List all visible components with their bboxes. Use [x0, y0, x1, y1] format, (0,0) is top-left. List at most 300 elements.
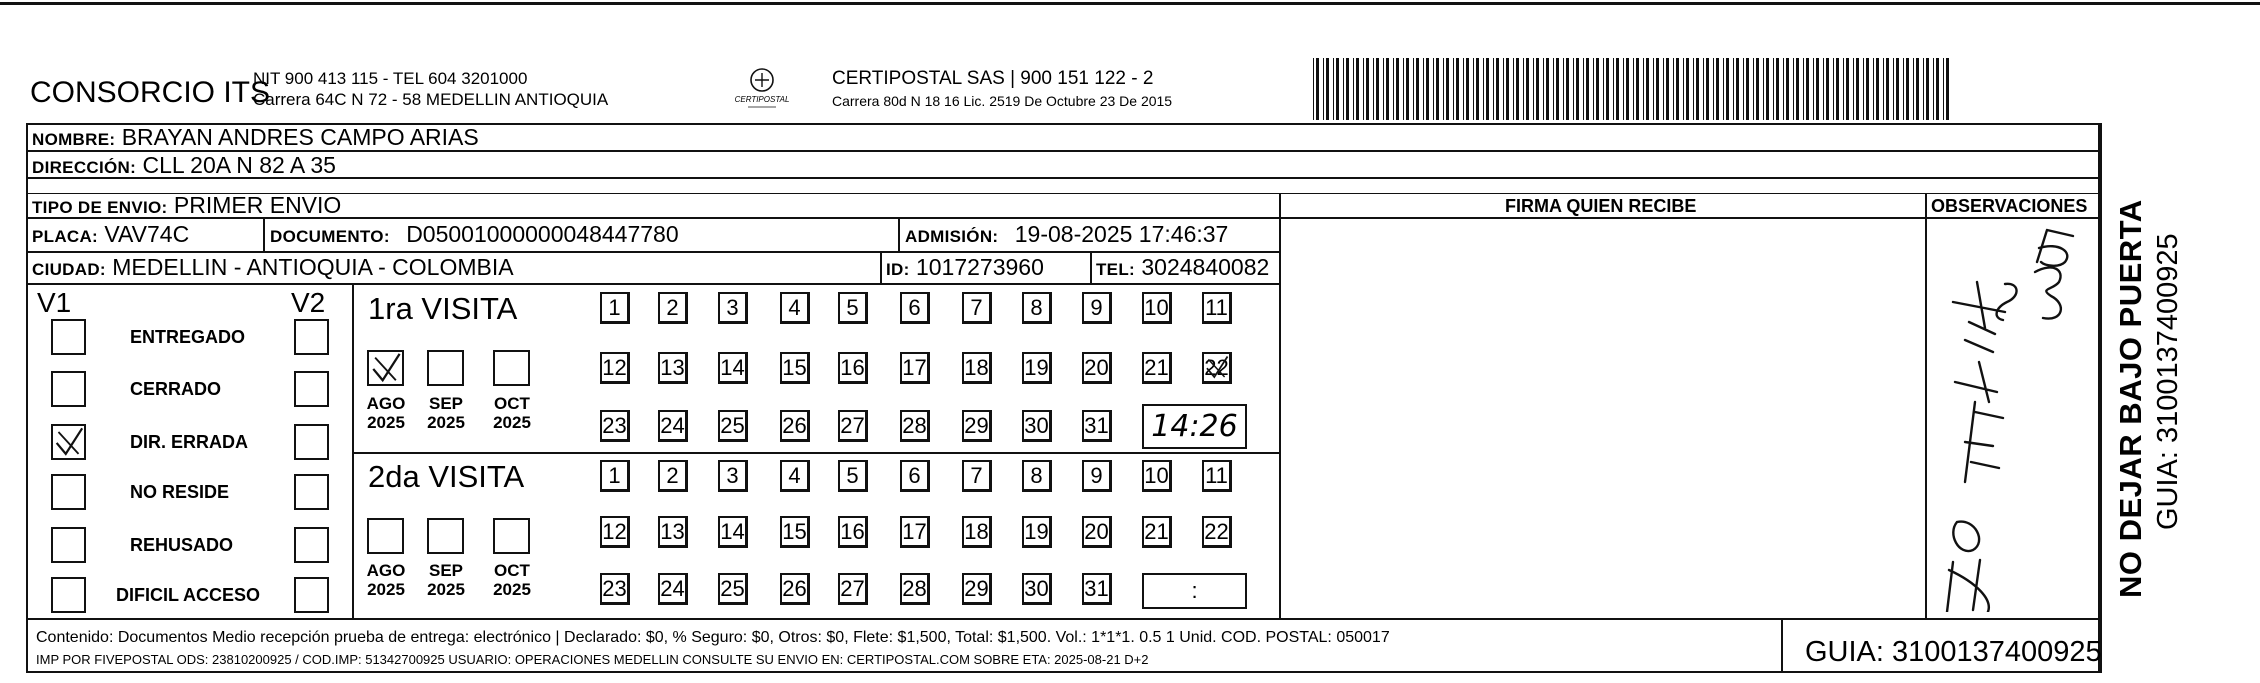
month-checkbox[interactable] — [367, 350, 404, 386]
day-number: 8 — [1030, 295, 1043, 320]
barcode-bar — [1446, 58, 1449, 120]
day-number: 31 — [1084, 413, 1109, 438]
barcode-bar — [1393, 58, 1394, 120]
barcode-bar — [1803, 58, 1804, 120]
day-box[interactable] — [718, 460, 748, 492]
barcode-bar — [1656, 58, 1659, 120]
day-number: 25 — [720, 576, 745, 601]
v2-checkbox[interactable] — [294, 474, 329, 510]
rule — [26, 283, 1279, 285]
day-box[interactable] — [718, 410, 748, 442]
barcode-bar — [1406, 58, 1409, 120]
month-label — [421, 394, 471, 432]
barcode-bar — [1796, 58, 1799, 120]
month-checkbox[interactable] — [427, 518, 464, 554]
v1-checkbox[interactable] — [51, 319, 86, 355]
barcode-bar — [1586, 58, 1589, 120]
day-box[interactable] — [838, 410, 868, 442]
barcode-bar — [1816, 58, 1819, 120]
visit2-time-box[interactable]: : — [1142, 573, 1247, 609]
barcode-bar — [1533, 58, 1534, 120]
day-box[interactable] — [962, 573, 992, 605]
barcode-bar — [1513, 58, 1514, 120]
day-number: 28 — [902, 576, 927, 601]
day-box[interactable] — [1142, 352, 1172, 384]
handwriting-no-existe — [1947, 282, 2017, 612]
day-box[interactable] — [1022, 352, 1052, 384]
barcode-bar — [1883, 58, 1884, 120]
day-number: 10 — [1144, 463, 1169, 488]
barcode-bar — [1823, 58, 1824, 120]
barcode-bar — [1596, 58, 1599, 120]
barcode-bar — [1496, 58, 1499, 120]
day-number: 29 — [964, 413, 989, 438]
day-box[interactable] — [1142, 292, 1172, 324]
placa-value: VAV74C — [104, 221, 190, 247]
barcode-bar — [1696, 58, 1699, 120]
carrier-line: CERTIPOSTAL SAS | 900 151 122 - 2 — [832, 68, 1154, 89]
barcode-bar — [1403, 58, 1404, 120]
month-label — [487, 394, 537, 432]
day-number: 19 — [1024, 355, 1049, 380]
month-year: 2025 — [427, 413, 465, 432]
side-warning: NO DEJAR BAJO PUERTA — [2113, 199, 2148, 598]
month-label — [421, 561, 471, 599]
day-box[interactable] — [600, 516, 630, 548]
barcode-bar — [1786, 58, 1789, 120]
barcode-bar — [1643, 58, 1644, 120]
day-number: 5 — [846, 295, 859, 320]
v1-checkbox[interactable] — [51, 577, 86, 613]
day-box[interactable] — [900, 410, 930, 442]
day-box[interactable] — [658, 410, 688, 442]
barcode-bar — [1856, 58, 1859, 120]
day-box[interactable] — [1082, 410, 1112, 442]
day-box[interactable] — [718, 352, 748, 384]
rule — [880, 251, 882, 283]
placa-label: PLACA: — [32, 227, 99, 246]
day-box[interactable] — [962, 292, 992, 324]
rule — [26, 177, 2100, 179]
barcode-bar — [1576, 58, 1579, 120]
day-box[interactable] — [1022, 516, 1052, 548]
day-number: 27 — [840, 413, 865, 438]
day-box[interactable] — [962, 410, 992, 442]
side-guia: GUIA: 3100137400925 — [2152, 233, 2184, 530]
barcode-bar — [1503, 58, 1504, 120]
rule — [352, 283, 354, 618]
barcode-bar — [1843, 58, 1844, 120]
status-label: REHUSADO — [130, 535, 234, 555]
day-number: 30 — [1024, 413, 1049, 438]
barcode-bar — [1773, 58, 1774, 120]
day-number: 23 — [602, 413, 627, 438]
barcode-bar — [1333, 58, 1334, 120]
barcode-bar — [1493, 58, 1494, 120]
day-number: 21 — [1144, 355, 1169, 380]
barcode-bar — [1316, 58, 1319, 120]
month-year: 2025 — [367, 580, 405, 599]
day-number: 11 — [1205, 295, 1228, 320]
barcode-bar — [1826, 58, 1829, 120]
month-name: AGO — [366, 561, 406, 580]
barcode-bar — [1543, 58, 1544, 120]
day-number: 6 — [908, 463, 921, 488]
month-checkbox[interactable] — [493, 350, 530, 386]
day-number: 5 — [846, 463, 859, 488]
day-number: 19 — [1024, 519, 1049, 544]
month-label — [361, 394, 411, 432]
day-box[interactable] — [1142, 516, 1172, 548]
day-box[interactable] — [838, 460, 868, 492]
day-number: 16 — [840, 519, 865, 544]
barcode-bar — [1756, 58, 1759, 120]
rule — [1279, 193, 1281, 618]
day-number: 17 — [902, 519, 927, 544]
handwriting-35 — [2035, 230, 2073, 319]
carrier-info — [832, 68, 1172, 112]
barcode-bar — [1946, 58, 1949, 120]
barcode-bar — [1376, 58, 1379, 120]
day-box[interactable] — [600, 460, 630, 492]
nombre-value: BRAYAN ANDRES CAMPO ARIAS — [121, 124, 479, 150]
day-box[interactable] — [838, 516, 868, 548]
day-box[interactable] — [1082, 352, 1112, 384]
barcode-bar — [1506, 58, 1509, 120]
barcode-bar — [1423, 58, 1424, 120]
day-box[interactable] — [1082, 292, 1112, 324]
day-box[interactable] — [718, 573, 748, 605]
barcode-bar — [1413, 58, 1414, 120]
barcode-bar — [1356, 58, 1359, 120]
barcode-bar — [1923, 58, 1924, 120]
barcode-bar — [1536, 58, 1539, 120]
barcode-bar — [1943, 58, 1944, 120]
day-box[interactable] — [1022, 460, 1052, 492]
barcode-bar — [1433, 58, 1434, 120]
barcode-bar — [1553, 58, 1554, 120]
month-checkbox[interactable] — [367, 518, 404, 554]
admision-row — [905, 221, 1228, 250]
barcode-bar — [1386, 58, 1389, 120]
rule — [26, 618, 2100, 620]
day-number: 6 — [908, 295, 921, 320]
day-box[interactable] — [838, 352, 868, 384]
barcode-bar — [1893, 58, 1894, 120]
day-number: 27 — [840, 576, 865, 601]
v2-checkbox[interactable] — [294, 319, 329, 355]
month-checkbox[interactable] — [427, 350, 464, 386]
rule — [1925, 193, 1927, 618]
barcode-bar — [1546, 58, 1549, 120]
id-label: ID: — [886, 260, 910, 279]
day-box[interactable] — [900, 516, 930, 548]
barcode-bar — [1523, 58, 1524, 120]
ciudad-row — [32, 254, 514, 283]
barcode-bar — [1616, 58, 1619, 120]
day-box[interactable] — [1082, 460, 1112, 492]
day-box[interactable] — [658, 352, 688, 384]
status-label: CERRADO — [130, 379, 222, 399]
nombre-row — [32, 124, 479, 153]
day-number: 30 — [1024, 576, 1049, 601]
barcode-bar — [1866, 58, 1869, 120]
barcode-bar — [1353, 58, 1354, 120]
day-number: 7 — [970, 295, 983, 320]
documento-value: D05001000000048447780 — [406, 221, 679, 247]
day-box[interactable] — [1022, 292, 1052, 324]
rule — [2100, 123, 2102, 673]
barcode-bar — [1916, 58, 1919, 120]
day-number: 20 — [1084, 519, 1109, 544]
day-box[interactable] — [600, 352, 630, 384]
barcode-bar — [1343, 58, 1344, 120]
visit1-time: 14:26 — [1151, 409, 1238, 444]
day-box[interactable] — [1142, 460, 1172, 492]
barcode-bar — [1913, 58, 1914, 120]
month-name: OCT — [494, 394, 530, 413]
barcode-bar — [1833, 58, 1834, 120]
barcode-bar — [1653, 58, 1654, 120]
day-number: 26 — [782, 413, 807, 438]
day-box[interactable] — [1022, 410, 1052, 442]
barcode-bar — [1736, 58, 1739, 120]
day-box[interactable] — [1082, 516, 1112, 548]
barcode-bar — [1673, 58, 1674, 120]
day-number: 18 — [964, 519, 989, 544]
barcode-bar — [1703, 58, 1704, 120]
day-number: 11 — [1205, 463, 1228, 488]
barcode-bar — [1563, 58, 1564, 120]
barcode-bar — [1853, 58, 1854, 120]
check-mark-icon — [369, 352, 402, 384]
status-label: ENTREGADO — [130, 327, 246, 347]
barcode-bar — [1646, 58, 1649, 120]
day-number: 26 — [782, 576, 807, 601]
month-year: 2025 — [427, 580, 465, 599]
barcode-bar — [1933, 58, 1934, 120]
firma-header: FIRMA QUIEN RECIBE — [1505, 196, 1697, 216]
v2-checkbox[interactable] — [294, 371, 329, 407]
day-number: 7 — [970, 463, 983, 488]
logo-text: CERTIPOSTAL — [734, 95, 790, 104]
day-number: 24 — [660, 413, 685, 438]
rule — [1090, 251, 1092, 283]
barcode-bar — [1473, 58, 1474, 120]
month-checkbox[interactable] — [493, 518, 530, 554]
day-number: 17 — [902, 355, 927, 380]
day-box[interactable] — [962, 460, 992, 492]
documento-row — [270, 221, 679, 250]
day-number: 29 — [964, 576, 989, 601]
day-box[interactable] — [658, 573, 688, 605]
barcode-bar — [1896, 58, 1899, 120]
month-year: 2025 — [493, 413, 531, 432]
day-box[interactable] — [780, 292, 810, 324]
visit2-title: 2da VISITA — [368, 459, 525, 494]
id-row — [886, 254, 1044, 283]
day-box[interactable] — [780, 460, 810, 492]
day-number: 31 — [1084, 576, 1109, 601]
day-number: 15 — [782, 355, 807, 380]
barcode-bar — [1713, 58, 1714, 120]
month-name: AGO — [366, 394, 406, 413]
barcode-bar — [1453, 58, 1454, 120]
direccion-value: CLL 20A N 82 A 35 — [142, 152, 336, 178]
barcode-bar — [1886, 58, 1889, 120]
check-mark-icon — [53, 426, 84, 458]
day-box[interactable] — [600, 410, 630, 442]
barcode-bar — [1726, 58, 1729, 120]
v1-checkbox[interactable] — [51, 474, 86, 510]
barcode-bar — [1876, 58, 1879, 120]
day-box[interactable] — [658, 460, 688, 492]
barcode-bar — [1626, 58, 1629, 120]
day-box[interactable] — [962, 516, 992, 548]
day-box[interactable] — [600, 292, 630, 324]
barcode-bar — [1526, 58, 1529, 120]
day-box[interactable] — [718, 516, 748, 548]
month-label — [487, 561, 537, 599]
day-number: 9 — [1090, 295, 1103, 320]
direccion-label: DIRECCIÓN: — [32, 158, 137, 177]
barcode-bar — [1723, 58, 1724, 120]
v1-header: V1 — [37, 287, 72, 318]
day-box[interactable] — [900, 460, 930, 492]
day-number: 28 — [902, 413, 927, 438]
check-mark-icon — [1204, 354, 1229, 381]
day-box[interactable] — [718, 292, 748, 324]
day-box[interactable] — [962, 352, 992, 384]
tipo-envio-label: TIPO DE ENVIO: — [32, 198, 168, 217]
barcode-bar — [1793, 58, 1794, 120]
tipo-envio-row — [32, 192, 341, 221]
barcode-bar — [1313, 58, 1314, 120]
day-box[interactable] — [780, 410, 810, 442]
day-box[interactable] — [780, 352, 810, 384]
day-box[interactable] — [658, 516, 688, 548]
v2-checkbox[interactable] — [294, 527, 329, 563]
barcode-bar — [1396, 58, 1399, 120]
tel-value: 3024840082 — [1141, 254, 1270, 280]
month-name: SEP — [428, 394, 464, 413]
barcode-bar — [1606, 58, 1609, 120]
barcode-bar — [1663, 58, 1664, 120]
footer-guia: GUIA: 3100137400925 — [1805, 636, 2102, 668]
tipo-envio-value: PRIMER ENVIO — [173, 192, 342, 218]
day-box[interactable] — [900, 352, 930, 384]
barcode-bar — [1366, 58, 1369, 120]
barcode-bar — [1873, 58, 1874, 120]
day-number: 22 — [1204, 355, 1229, 380]
day-box[interactable] — [900, 292, 930, 324]
day-number: 12 — [602, 519, 627, 544]
status-label: DIFICIL ACCESO — [116, 585, 261, 605]
day-box[interactable] — [1022, 573, 1052, 605]
month-name: SEP — [428, 561, 464, 580]
day-box[interactable] — [838, 573, 868, 605]
v1-checkbox[interactable] — [51, 424, 86, 460]
day-number: 15 — [782, 519, 807, 544]
day-number: 2 — [666, 463, 679, 488]
day-number: 10 — [1144, 295, 1169, 320]
barcode-bar — [1683, 58, 1684, 120]
day-box[interactable] — [1202, 352, 1232, 384]
status-label: DIR. ERRADA — [130, 432, 249, 452]
v2-checkbox[interactable] — [294, 424, 329, 460]
day-box[interactable] — [600, 573, 630, 605]
day-number: 14 — [720, 355, 745, 380]
barcode-bar — [1426, 58, 1429, 120]
barcode-bar — [1476, 58, 1479, 120]
visit1-title: 1ra VISITA — [368, 291, 518, 326]
barcode-bar — [1623, 58, 1624, 120]
barcode-bar — [1753, 58, 1754, 120]
barcode-bar — [1693, 58, 1694, 120]
day-box[interactable] — [1082, 573, 1112, 605]
barcode-bar — [1603, 58, 1604, 120]
day-number: 25 — [720, 413, 745, 438]
v1-checkbox[interactable] — [51, 371, 86, 407]
barcode-bar — [1813, 58, 1814, 120]
barcode-bar — [1706, 58, 1709, 120]
tel-label: TEL: — [1096, 260, 1135, 279]
address-line: Carrera 64C N 72 - 58 MEDELLIN ANTIOQUIA — [253, 90, 609, 109]
month-year: 2025 — [367, 413, 405, 432]
nit-line: NIT 900 413 115 - TEL 604 3201000 — [253, 69, 528, 88]
day-box[interactable] — [658, 292, 688, 324]
day-box[interactable] — [780, 573, 810, 605]
month-year: 2025 — [493, 580, 531, 599]
v1-checkbox[interactable] — [51, 527, 86, 563]
rule — [1781, 618, 1783, 673]
day-number: 3 — [726, 295, 739, 320]
barcode-bar — [1326, 58, 1329, 120]
barcode-bar — [1766, 58, 1769, 120]
barcode-bar — [1743, 58, 1744, 120]
day-box[interactable] — [780, 516, 810, 548]
barcode-bar — [1383, 58, 1384, 120]
barcode-bar — [1483, 58, 1484, 120]
barcode-bar — [1686, 58, 1689, 120]
ciudad-label: CIUDAD: — [32, 260, 106, 279]
certipostal-logo — [730, 66, 794, 112]
barcode-bar — [1633, 58, 1634, 120]
carrier-address: Carrera 80d N 18 16 Lic. 2519 De Octubre 23 De 2015 — [832, 93, 1173, 109]
rule — [263, 217, 265, 251]
day-number: 1 — [608, 463, 621, 488]
footer-impresion: IMP POR FIVEPOSTAL ODS: 23810200925 / COD.IMP: 51342700925 USUARIO: OPERACIONES MEDELLIN CONSULTE SU ENVIO EN: CERTIPOSTAL.COM SOBRE ETA: 2025-08-21 D+2 — [36, 652, 1149, 667]
v2-checkbox[interactable] — [294, 577, 329, 613]
day-box[interactable] — [1202, 292, 1232, 324]
day-box[interactable] — [900, 573, 930, 605]
day-box[interactable] — [1202, 516, 1232, 548]
barcode-bar — [1436, 58, 1439, 120]
barcode-bar — [1323, 58, 1324, 120]
barcode-bar — [1573, 58, 1574, 120]
documento-label: DOCUMENTO: — [270, 227, 390, 246]
barcode-bar — [1863, 58, 1864, 120]
barcode-bar — [1806, 58, 1809, 120]
day-number: 20 — [1084, 355, 1109, 380]
day-box[interactable] — [1202, 460, 1232, 492]
visit1-time-box[interactable] — [1142, 404, 1247, 449]
barcode-bar — [1373, 58, 1374, 120]
day-number: 24 — [660, 576, 685, 601]
footer-contenido: Contenido: Documentos Medio recepción prueba de entrega: electrónico | Declarado: $0, % Seguro: $0, Otros: $0, Flete: $1,500, Total: $1,500. Vol.: 1*1*1. 0.5 1 Unid. COD. POSTAL: 050017 — [36, 629, 1390, 646]
nombre-label: NOMBRE: — [32, 130, 116, 149]
day-box[interactable] — [838, 292, 868, 324]
